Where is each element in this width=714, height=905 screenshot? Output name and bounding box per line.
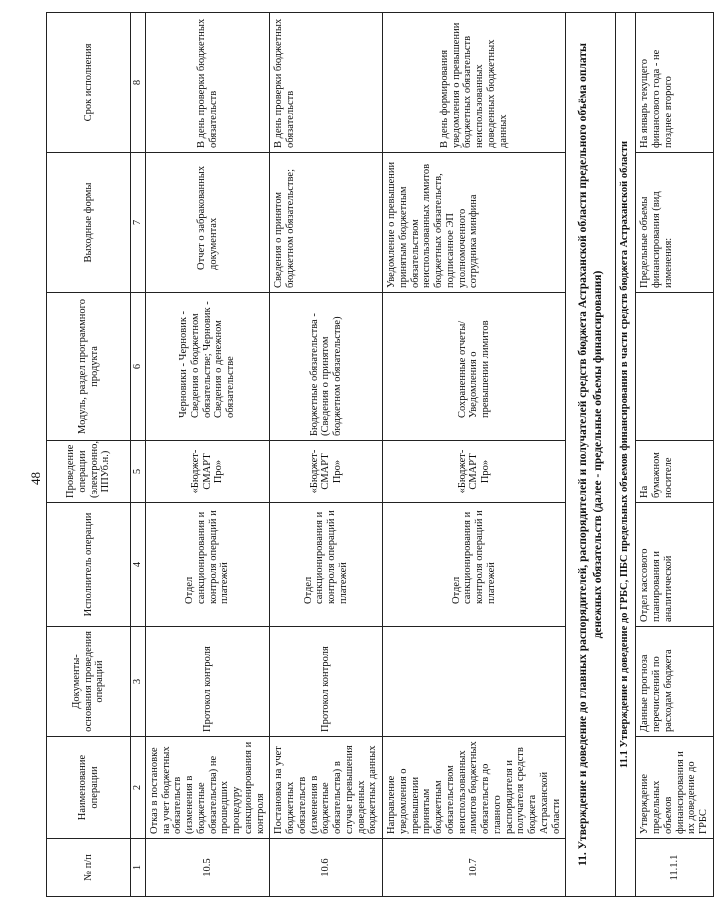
row-number: 10.6 (270, 839, 383, 897)
section-row (566, 13, 616, 897)
program-module: Сохраненные отчеты/ Уведомления о превышении лимитов (383, 293, 566, 441)
operation-mode: «Бюджет-СМАРТ Про» (145, 441, 270, 503)
header-cell: Срок исполнения (47, 13, 131, 153)
row-number: 10.7 (383, 839, 566, 897)
header-cell: Наименование операции (47, 737, 131, 839)
program-module: Черновики - Черновик - Сведения о бюджетном обязательстве; Черновик - Сведения о денежном обязательстве (145, 293, 270, 441)
table-row (383, 13, 566, 897)
executor: Отдел кассового планирования и аналитической (636, 503, 714, 627)
header-cell: № п/п (47, 839, 131, 897)
deadline: В день проверки бюджетных обязательств (270, 13, 383, 153)
operation-mode: «Бюджет-СМАРТ Про» (270, 441, 383, 503)
section-11-title: 11. Утверждение и доведение до главных распорядителей, распорядителей и получателей средств бюджета Астраханской области предельного объёма оплаты денежных обязательств (далее - предельные объемы финансирования) (566, 13, 616, 897)
table-header-row (47, 13, 131, 897)
basis-document: Данные прогноза перечислений по расходам бюджета (636, 627, 714, 737)
page-number: 48 (28, 472, 43, 485)
column-number: 5 (131, 441, 146, 503)
table-row (636, 13, 714, 897)
column-number: 6 (131, 293, 146, 441)
column-number: 8 (131, 13, 146, 153)
column-number: 7 (131, 153, 146, 293)
output-forms: Уведомление о превышении принятым бюджетным обязательством неиспользованных лимитов бюджетных обязательств, подписанное ЭП уполномоченного сотрудника минфина (383, 153, 566, 293)
basis-document: Протокол контроля (270, 627, 383, 737)
column-number: 2 (131, 737, 146, 839)
deadline: На январь текущего финансового года - не позднее второго (636, 13, 714, 153)
basis-document: Протокол контроля (145, 627, 270, 737)
header-cell: Документы-основания проведения операций (47, 627, 131, 737)
subsection-row (616, 13, 636, 897)
table-row (145, 13, 270, 897)
basis-document (383, 627, 566, 737)
deadline: В день проверки бюджетных обязательств (145, 13, 270, 153)
section-11-1-title: 11.1 Утверждение и доведение до ГРБС, ПБС предельных объемов финансирования в части средств бюджета Астраханской области (616, 13, 636, 897)
table-row (270, 13, 383, 897)
header-cell: Проведение операции (электронно, ППУб.н.) (47, 441, 131, 503)
output-forms: Предельные объемы финансирования (вид изменения: (636, 153, 714, 293)
executor: Отдел санкционирования и контроля операций и платежей (145, 503, 270, 627)
row-number: 10.5 (145, 839, 270, 897)
operations-table (46, 12, 714, 897)
operation-mode: На бумажном носителе (636, 441, 714, 503)
header-cell: Исполнитель операции (47, 503, 131, 627)
program-module (636, 293, 714, 441)
column-number-row (131, 13, 146, 897)
output-forms: Отчет о забракованных документах (145, 153, 270, 293)
header-cell: Модуль, раздел программного продукта (47, 293, 131, 441)
header-cell: Выходные формы (47, 153, 131, 293)
operation-name: Утверждение предельных объемов финансирования и их доведение до ГРБС (636, 737, 714, 839)
executor: Отдел санкционирования и контроля операций и платежей (383, 503, 566, 627)
program-module: Бюджетные обязательства - (Сведения о принятом бюджетном обязательстве) (270, 293, 383, 441)
operation-name: Постановка на учет бюджетных обязательств (изменения в бюджетные обязательства) в случае превышения доведенных бюджетных данных (270, 737, 383, 839)
output-forms: Сведения о принятом бюджетном обязательстве; (270, 153, 383, 293)
operation-mode: «Бюджет-СМАРТ Про» (383, 441, 566, 503)
operation-name: Отказ в постановке на учет бюджетных обязательств (изменения в бюджетные обязательства) не прошедших процедуру санкционирования и контроля (145, 737, 270, 839)
operation-name: Направление уведомления о превышении принятым бюджетным обязательством неиспользованных лимитов бюджетных обязательств до главного распорядителя и получателя средств бюджета Астраханской области (383, 737, 566, 839)
executor: Отдел санкционирования и контроля операций и платежей (270, 503, 383, 627)
column-number: 1 (131, 839, 146, 897)
column-number: 3 (131, 627, 146, 737)
deadline: В день формирования уведомления о превышении бюджетных обязательств неиспользованных доведенных бюджетных данных (383, 13, 566, 153)
row-number: 11.1.1 (636, 839, 714, 897)
column-number: 4 (131, 503, 146, 627)
